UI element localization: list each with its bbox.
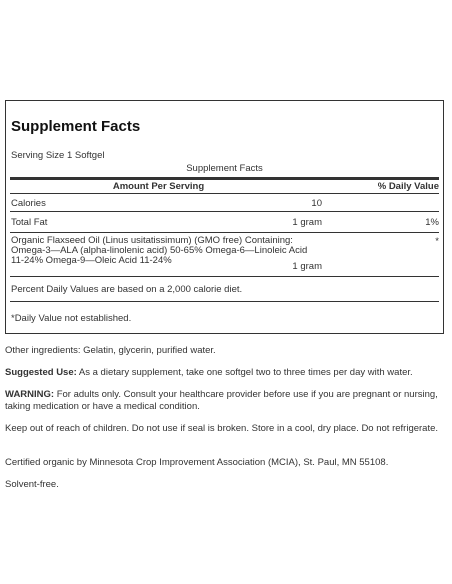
total-fat-amount: 1 gram [292,217,322,228]
suggested-use-label: Suggested Use: [5,367,77,378]
divider [10,301,439,302]
warning-text: For adults only. Consult your healthcare provider before use if you are pregnant or nursing, taking medication or have a medical condition. [5,389,438,412]
total-fat-daily-value: 1% [425,217,439,228]
certification: Certified organic by Minnesota Crop Improvement Association (MCIA), St. Paul, MN 55108. [5,457,389,468]
flaxseed-oil-line-2: Omega-3—ALA (alpha-linolenic acid) 50-65% Omega-6—Linoleic Acid [11,245,308,256]
flaxseed-oil-daily-value: * [435,236,439,247]
supplement-facts-panel [5,100,444,334]
header-amount-per-serving: Amount Per Serving [112,181,205,192]
divider [10,276,439,277]
table-caption: Supplement Facts [186,163,263,174]
warning-label: WARNING: [5,389,55,400]
supplement-facts-title: Supplement Facts [11,118,141,135]
divider [10,193,439,194]
daily-value-not-established-note: *Daily Value not established. [11,313,132,324]
divider [10,232,439,233]
divider [10,211,439,212]
storage-instructions: Keep out of reach of children. Do not use if seal is broken. Store in a cool, dry place. Do not refrigerate. [5,423,439,434]
warning [5,389,445,412]
serving-size: Serving Size 1 Softgel [11,150,105,161]
percent-daily-value-note: Percent Daily Values are based on a 2,000 calorie diet. [11,284,243,295]
flaxseed-oil-line-3: 11-24% Omega-9—Oleic Acid 11-24% [11,255,172,266]
other-ingredients: Other ingredients: Gelatin, glycerin, purified water. [5,345,216,356]
suggested-use-text: As a dietary supplement, take one softgel two to three times per day with water. [76,367,413,378]
flaxseed-oil-description [11,236,431,266]
calories-label: Calories [11,198,46,209]
flaxseed-oil-line-1: Organic Flaxseed Oil (Linus usitatissimum) (GMO free) Containing: [11,235,293,246]
flaxseed-oil-amount: 1 gram [292,261,322,272]
suggested-use [5,367,445,379]
total-fat-label: Total Fat [11,217,48,228]
header-daily-value: % Daily Value [377,181,439,192]
calories-amount: 10 [311,198,322,209]
thick-divider [10,177,439,180]
solvent-free-note: Solvent-free. [5,479,59,490]
